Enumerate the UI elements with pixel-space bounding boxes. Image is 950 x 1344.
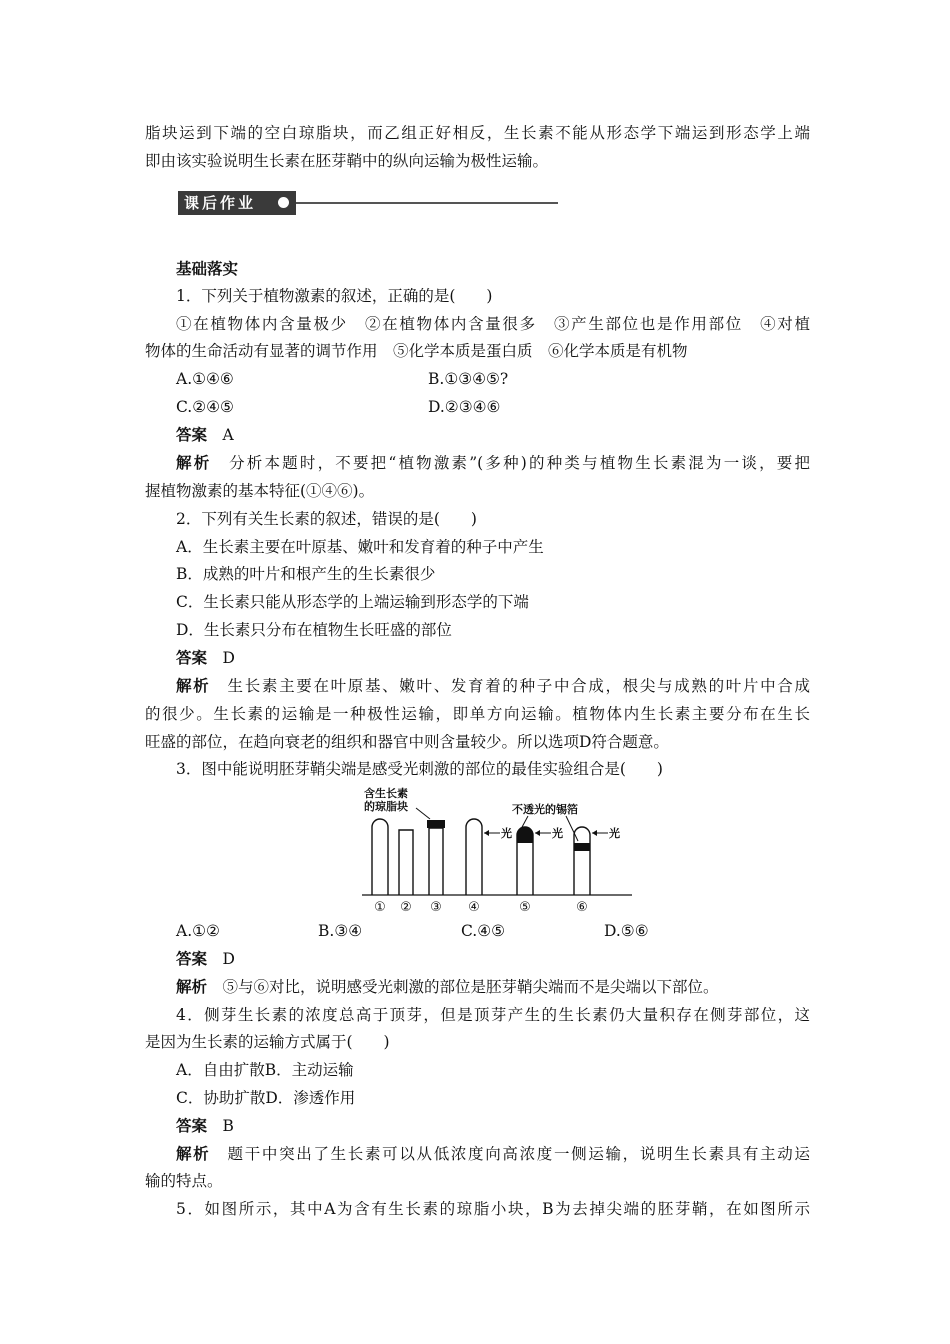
answer-label: 答案 bbox=[176, 649, 208, 667]
light-label: 光 bbox=[501, 827, 512, 840]
banner-label: 课后作业 bbox=[178, 191, 296, 215]
q1-option-a: A.①④⑥ bbox=[176, 370, 234, 388]
q2-explanation-line-2: 的很少。生长素的运输是一种极性运输，即单方向运输。植物体内生长素主要分布在生长 bbox=[145, 705, 810, 723]
figure-number-3: ③ bbox=[430, 900, 442, 915]
coleoptile-1 bbox=[372, 819, 388, 895]
q2-option-b: B．成熟的叶片和根产生的生长素很少 bbox=[176, 565, 436, 583]
agar-label-line-1: 含生长素 bbox=[364, 787, 408, 800]
explanation-text: 生长素主要在叶原基、嫩叶、发育着的种子中合成，根尖与成熟的叶片中合成 bbox=[227, 677, 810, 695]
foil-band-below-tip bbox=[574, 843, 590, 851]
explanation-label: 解析 bbox=[176, 454, 212, 472]
answer-label: 答案 bbox=[176, 950, 208, 968]
q4-explanation-line-1 bbox=[176, 1144, 810, 1164]
section-heading: 基础落实 bbox=[176, 260, 239, 278]
figure-number-6: ⑥ bbox=[576, 900, 588, 915]
q3-option-b: B.③④ bbox=[318, 922, 363, 940]
figure-number-5: ⑤ bbox=[519, 900, 531, 915]
q1-option-c: C.②④⑤ bbox=[176, 398, 234, 416]
q2-option-d: D．生长素只分布在植物生长旺盛的部位 bbox=[176, 621, 452, 639]
q2-option-c: C．生长素只能从形态学的上端运输到形态学的下端 bbox=[176, 593, 529, 611]
answer-label: 答案 bbox=[176, 426, 208, 444]
q4-stem-line-1: 4．侧芽生长素的浓度总高于顶芽，但是顶芽产生的生长素仍大量积存在侧芽部位，这 bbox=[176, 1006, 810, 1024]
foil-label: 不透光的锡箔 bbox=[512, 803, 578, 816]
q3-answer bbox=[176, 949, 810, 969]
q3-option-c: C.④⑤ bbox=[461, 922, 506, 940]
q1-stem: 1．下列关于植物激素的叙述，正确的是( ) bbox=[176, 287, 493, 305]
q4-options-cd: C．协助扩散D．渗透作用 bbox=[176, 1089, 356, 1107]
q2-option-a: A．生长素主要在叶原基、嫩叶和发育着的种子中产生 bbox=[176, 538, 544, 556]
q2-explanation-line-1 bbox=[176, 676, 810, 696]
light-label: 光 bbox=[609, 827, 620, 840]
q4-options-ab: A．自由扩散B．主动运输 bbox=[176, 1061, 354, 1079]
answer-value: D bbox=[222, 649, 235, 667]
bullet-dot-icon bbox=[278, 197, 289, 208]
coleoptile-diagram bbox=[360, 785, 635, 915]
foil-cap-tip bbox=[517, 827, 533, 843]
intro-line-2: 即由该实验说明生长素在胚芽鞘中的纵向运输为极性运输。 bbox=[145, 152, 549, 170]
explanation-text: 分析本题时，不要把“植物激素”(多种)的种类与植物生长素混为一谈，要把 bbox=[229, 454, 810, 472]
q5-stem-line-1: 5．如图所示，其中A为含有生长素的琼脂小块，B为去掉尖端的胚芽鞘，在如图所示 bbox=[176, 1200, 810, 1218]
agar-label-line-2: 的琼脂块 bbox=[364, 800, 408, 813]
q1-explanation-line-2: 握植物激素的基本特征(①④⑥)。 bbox=[145, 482, 375, 500]
q1-option-b: B.①③④⑤? bbox=[428, 370, 509, 388]
q3-option-d: D.⑤⑥ bbox=[604, 922, 649, 940]
light-label: 光 bbox=[552, 827, 563, 840]
figure-number-4: ④ bbox=[468, 900, 480, 915]
q1-statements-line-1: ①在植物体内含量极少 ②在植物体内含量很多 ③产生部位也是作用部位 ④对植 bbox=[176, 315, 810, 333]
answer-label: 答案 bbox=[176, 1117, 208, 1135]
homework-banner bbox=[178, 190, 558, 216]
q3-stem: 3．图中能说明胚芽鞘尖端是感受光刺激的部位的最佳实验组合是( ) bbox=[176, 760, 663, 778]
foil-pointer-right bbox=[566, 816, 578, 841]
q3-explanation bbox=[176, 977, 810, 997]
explanation-label: 解析 bbox=[176, 1145, 211, 1163]
q4-answer bbox=[176, 1116, 810, 1136]
q1-answer bbox=[176, 425, 810, 445]
agar-pointer-line bbox=[416, 808, 430, 819]
answer-value: D bbox=[222, 950, 235, 968]
q2-stem: 2．下列有关生长素的叙述，错误的是( ) bbox=[176, 510, 477, 528]
intro-line-1: 脂块运到下端的空白琼脂块，而乙组正好相反，生长素不能从形态学下端运到形态学上端 bbox=[145, 124, 810, 142]
explanation-label: 解析 bbox=[176, 978, 208, 996]
answer-value: A bbox=[222, 426, 234, 444]
coleoptile-2 bbox=[399, 830, 413, 895]
light-arrow-icon bbox=[592, 826, 620, 840]
q1-option-d: D.②③④⑥ bbox=[428, 398, 501, 416]
explanation-text: ⑤与⑥对比，说明感受光刺激的部位是胚芽鞘尖端而不是尖端以下部位。 bbox=[222, 978, 719, 996]
answer-value: B bbox=[222, 1117, 234, 1135]
figure-number-2: ② bbox=[400, 900, 412, 915]
figure-number-1: ① bbox=[374, 900, 386, 915]
q2-explanation-line-3: 旺盛的部位，在趋向衰老的组织和器官中则含量较少。所以选项D符合题意。 bbox=[145, 733, 669, 751]
light-arrow-icon bbox=[484, 826, 512, 840]
auxin-agar-block bbox=[427, 820, 445, 828]
banner-rule bbox=[296, 202, 558, 204]
coleoptile-4 bbox=[466, 819, 482, 895]
coleoptile-experiment-figure bbox=[360, 785, 635, 915]
q1-explanation-line-1 bbox=[176, 453, 810, 473]
q4-stem-line-2: 是因为生长素的运输方式属于( ) bbox=[145, 1033, 390, 1051]
light-arrow-icon bbox=[535, 826, 563, 840]
explanation-text: 题干中突出了生长素可以从低浓度向高浓度一侧运输，说明生长素具有主动运 bbox=[227, 1145, 810, 1163]
coleoptile-3 bbox=[429, 828, 443, 895]
q3-option-a: A.①② bbox=[176, 922, 220, 940]
explanation-label: 解析 bbox=[176, 677, 211, 695]
q2-answer bbox=[176, 648, 810, 668]
q1-statements-line-2: 物体的生命活动有显著的调节作用 ⑤化学本质是蛋白质 ⑥化学本质是有机物 bbox=[145, 342, 688, 360]
q4-explanation-line-2: 输的特点。 bbox=[145, 1172, 223, 1190]
